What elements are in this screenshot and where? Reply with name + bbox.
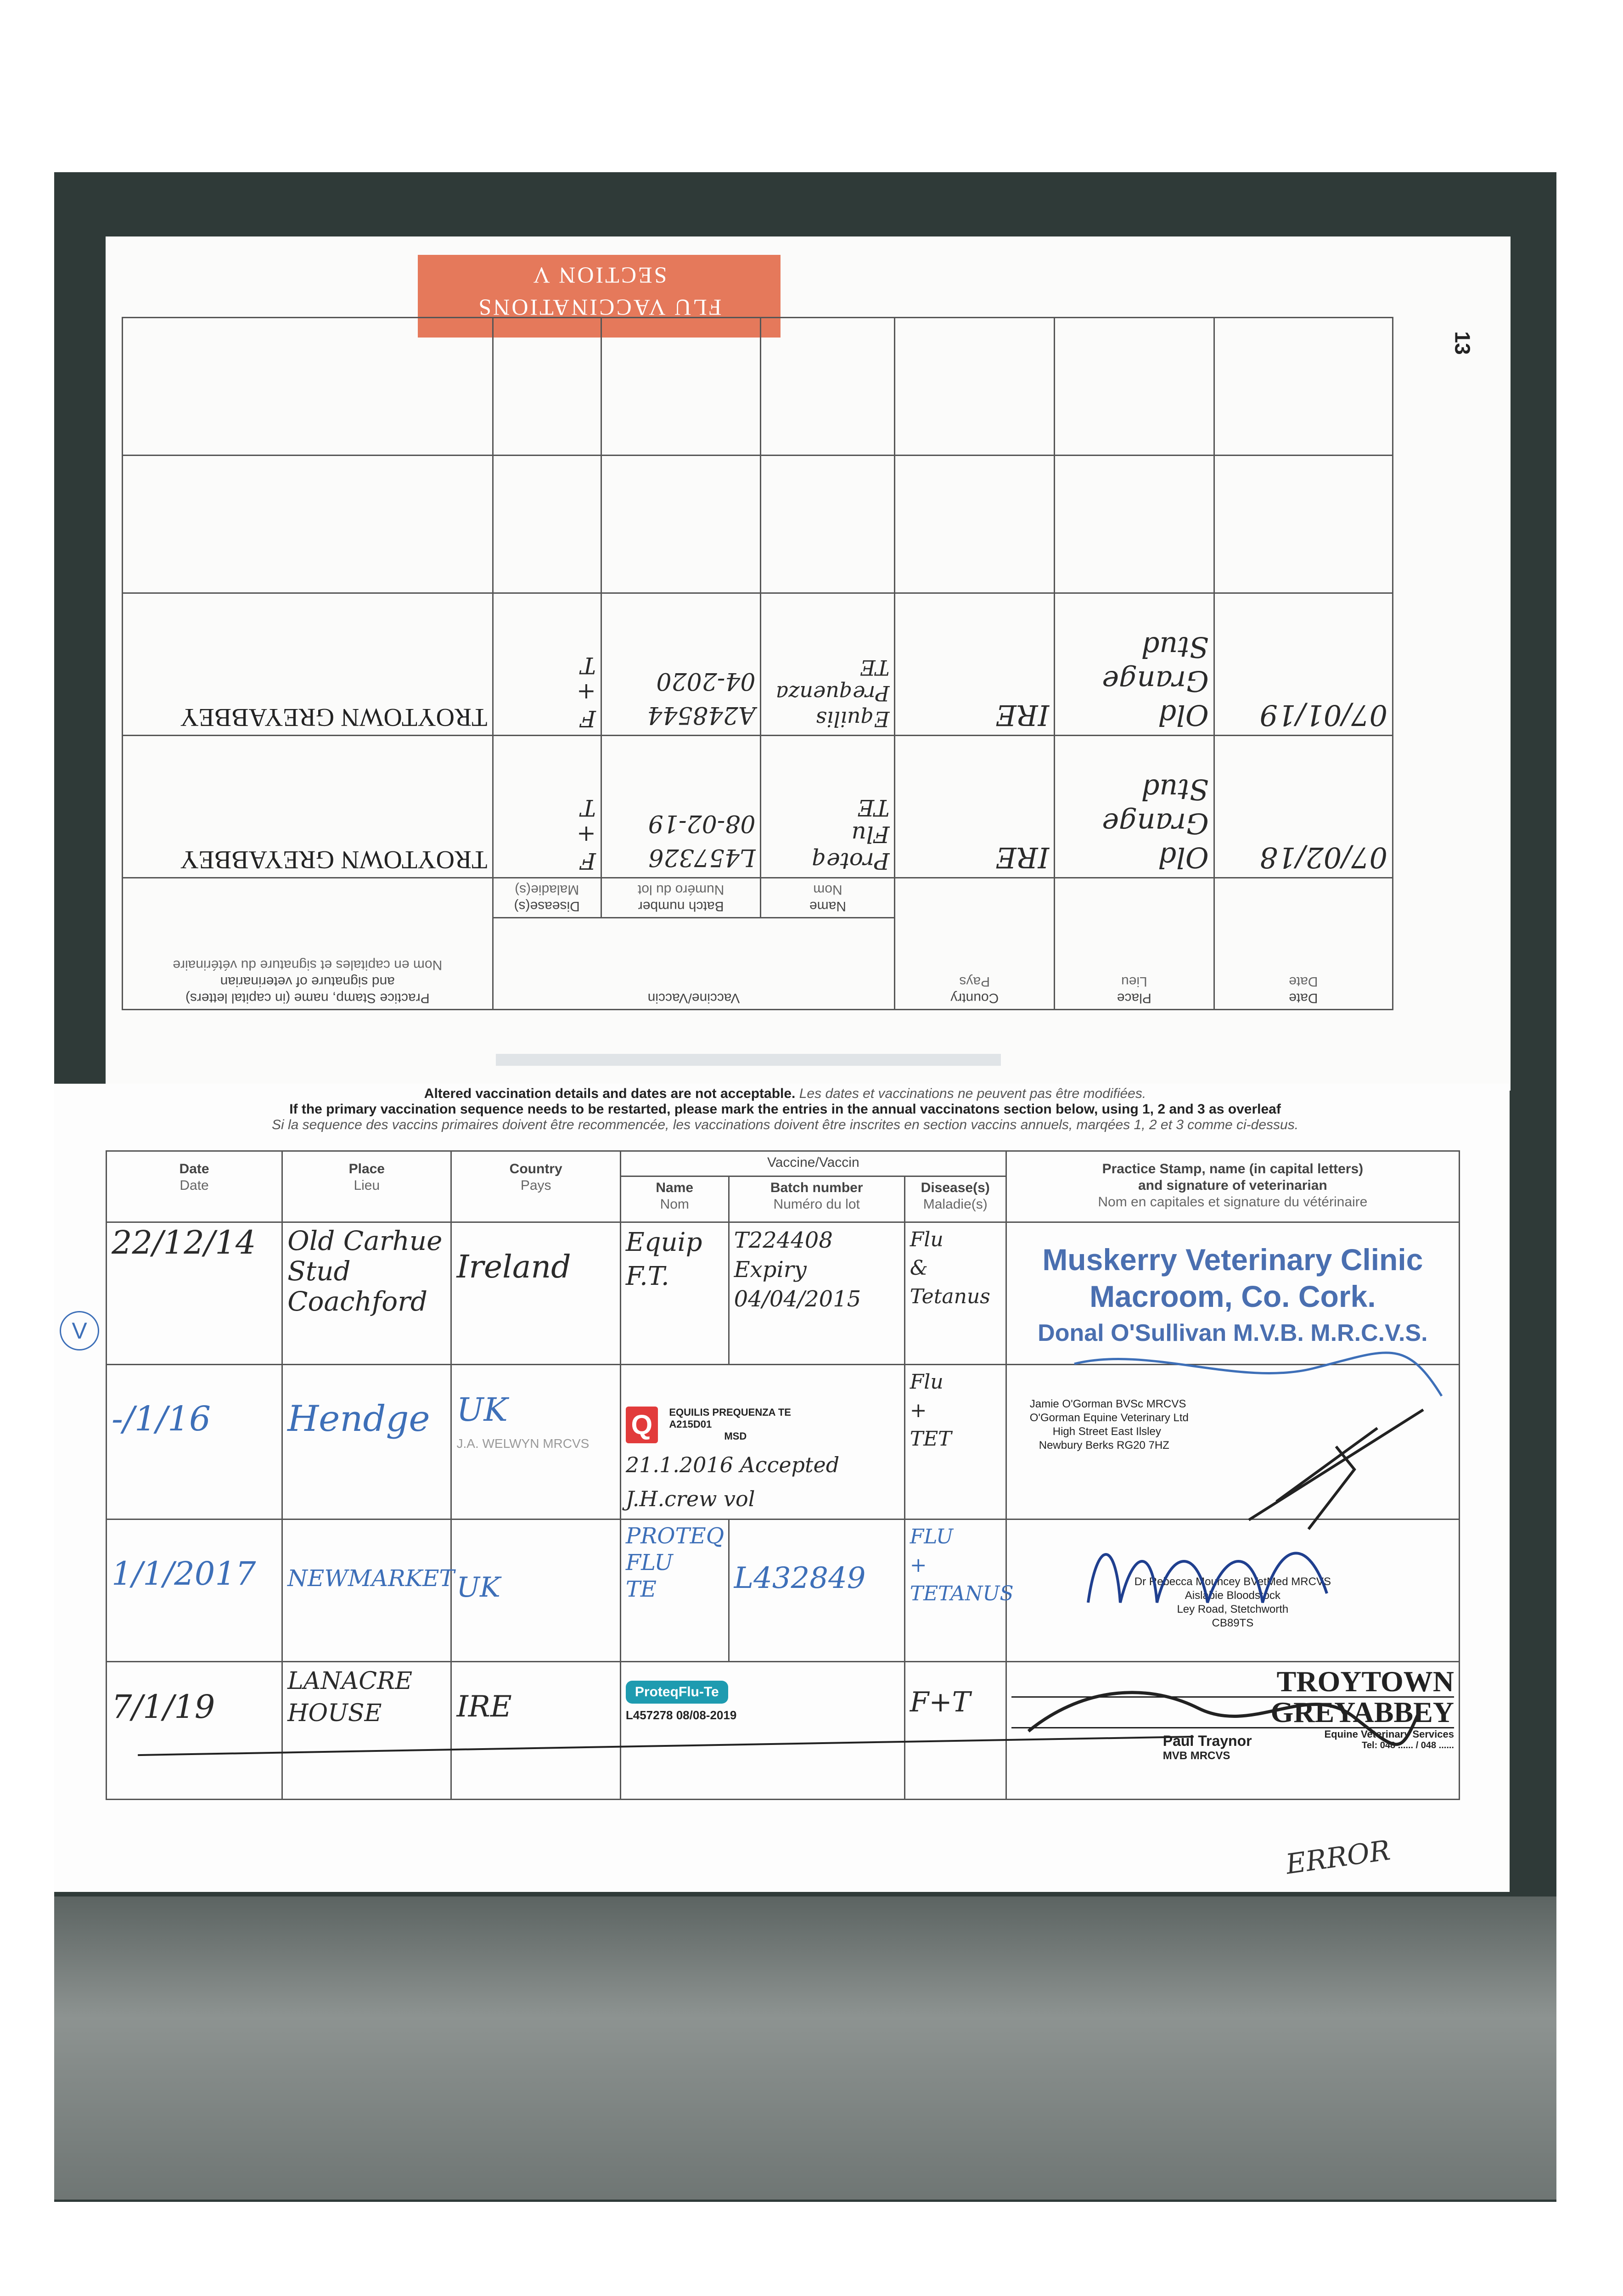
- flu-vaccination-table-upper: [122, 354, 1393, 1010]
- header-place-fr: Lieu: [1121, 974, 1147, 989]
- stamp-postcode: Newbury Berks RG20 7HZ: [1039, 1439, 1169, 1452]
- header-name: Name: [809, 899, 846, 914]
- signature-scribble-troytown: [1024, 1662, 1428, 1763]
- header-place-fr: Lieu: [354, 1178, 380, 1193]
- cell-stamp: TROYTOWN GREYABBEY: [180, 845, 488, 874]
- header-country: Country: [509, 1161, 562, 1176]
- header-date: Date: [1289, 990, 1318, 1006]
- cell-disease-3: TETANUS: [910, 1582, 1014, 1605]
- stamp-vet-name: Jamie O'Gorman BVSc MRCVS: [1029, 1398, 1186, 1410]
- page-number: 13: [1450, 331, 1475, 355]
- stamp-clinic-location: Macroom, Co. Cork.: [1089, 1279, 1376, 1313]
- cell-batch: T224408: [734, 1227, 833, 1253]
- cell-country: UK: [456, 1391, 508, 1429]
- cell-date: -/1/16: [107, 1365, 282, 1519]
- cell-disease-3: T: [580, 794, 596, 821]
- header-stamp: Practice Stamp, name (in capital letters): [185, 990, 430, 1006]
- cell-vaccine-name-2: Prequenza: [775, 681, 890, 706]
- stamp-vet-name: Donal O'Sullivan M.V.B. M.R.C.V.S.: [1038, 1320, 1428, 1346]
- cell-place-2: Stud: [1141, 630, 1209, 664]
- cell-date: 07/01/19: [1214, 593, 1393, 736]
- cell-disease: F: [580, 705, 596, 732]
- scanner-bottom-edge: [54, 1896, 1556, 2200]
- cell-date: 07/02/18: [1214, 736, 1393, 878]
- cell-batch-3: 04/04/2015: [734, 1286, 861, 1312]
- header-stamp-fr: Nom en capitales et signature du vétérinaire: [1098, 1194, 1368, 1210]
- vaccine-label-batch: L457278 08/08-2019: [625, 1708, 737, 1722]
- vaccine-label-batch: A215D01: [669, 1418, 712, 1430]
- cell-stamp: TROYTOWN GREYABBEY: [180, 703, 488, 732]
- cell-place-2: HOUSE: [287, 1699, 382, 1727]
- stamp-postcode: CB89TS: [1212, 1617, 1254, 1629]
- cell-disease-3: T: [580, 652, 596, 679]
- header-date: Date: [179, 1161, 209, 1176]
- header-stamp-2: and signature of veterinarian: [1138, 1178, 1327, 1193]
- cell-disease-3: TET: [910, 1427, 952, 1451]
- notice-line-1: Altered vaccination details and dates are not acceptable.: [424, 1086, 796, 1101]
- cell-place: Hendge: [282, 1365, 451, 1519]
- cell-vaccine-name-2: F.T.: [625, 1261, 669, 1291]
- cell-disease: F: [580, 848, 596, 874]
- notice-line-3: Si la sequence des vaccins primaires doivent être recommencée, les vaccinations doivent être inscrites en section vaccins annuels, marqées 1, 2 et 3 comme ci-dessus.: [271, 1117, 1299, 1132]
- header-disease-fr: Maladie(s): [923, 1197, 988, 1212]
- header-place: Place: [348, 1161, 385, 1176]
- cell-vaccine-name: PROTEQ: [625, 1523, 724, 1549]
- cell-disease: F+T: [904, 1662, 1006, 1800]
- stamp-phone: Tel: 048 ...... / 048 ......: [1362, 1740, 1454, 1750]
- overwrite-note: 21.1.2016 Accepted J.H.crew vol: [625, 1452, 840, 1511]
- table-header-row: [107, 1151, 1460, 1176]
- header-country-fr: Pays: [959, 974, 990, 989]
- header-date-fr: Date: [1289, 974, 1318, 989]
- cell-place: NEWMARKET: [282, 1519, 451, 1662]
- header-name: Name: [656, 1180, 694, 1195]
- header-country-fr: Pays: [520, 1178, 551, 1193]
- header-batch-fr: Numéro du lot: [773, 1197, 860, 1212]
- cell-date: 1/1/2017: [107, 1519, 282, 1662]
- stamp-vet-name: Paul Traynor: [1162, 1733, 1252, 1749]
- table-row-empty: [123, 456, 1393, 593]
- header-name-fr: Nom: [813, 882, 842, 897]
- faded-stamp-text: J.A. WELWYN MRCVS: [456, 1436, 590, 1451]
- header-vaccine: Vaccine/Vaccin: [647, 990, 740, 1006]
- header-batch: Batch number: [770, 1180, 863, 1195]
- section-banner-title: FLU VACCINATIONS: [477, 295, 722, 321]
- cell-place-2: Stud: [1141, 773, 1209, 806]
- cell-place-3: Coachford: [287, 1286, 428, 1317]
- cell-disease: Flu: [910, 1370, 943, 1394]
- cell-country: IRE: [451, 1662, 620, 1800]
- signature-scribble-jamie: [1240, 1401, 1432, 1538]
- vaccine-label-name: EQUILIS PREQUENZA TE: [669, 1407, 791, 1418]
- cell-country: Ireland: [451, 1222, 620, 1365]
- stamp-practice: Aislabie Bloodstock: [1185, 1589, 1280, 1602]
- cell-country: UK: [451, 1519, 620, 1662]
- header-country: Country: [950, 990, 999, 1006]
- cell-vaccine-name-2: FLU: [625, 1550, 673, 1576]
- table-row-empty: [123, 318, 1393, 456]
- cell-country: IRE: [895, 593, 1055, 736]
- cell-country: IRE: [895, 736, 1055, 878]
- signature-scribble-rebecca: [1079, 1520, 1336, 1612]
- stamp-address: High Street East Ilsley: [1052, 1425, 1161, 1438]
- header-disease-fr: Maladie(s): [515, 882, 579, 897]
- cell-vaccine-name-3: TE: [860, 655, 890, 680]
- cell-disease-2: +: [576, 679, 596, 705]
- cell-disease-2: +: [576, 821, 596, 848]
- table-row: [123, 593, 1393, 736]
- stamp-services: Equine Veterinary Services: [1324, 1728, 1454, 1740]
- vaccine-label-brand: MSD: [724, 1430, 747, 1442]
- table-header-row: [123, 918, 1393, 1010]
- stamp-vet-quals: MVB MRCVS: [1162, 1750, 1230, 1762]
- error-note: ERROR: [1284, 1834, 1393, 1881]
- cell-disease-2: &: [910, 1256, 928, 1280]
- cell-disease: Flu: [910, 1228, 943, 1251]
- q-logo-icon: Q: [626, 1407, 658, 1443]
- header-name-fr: Nom: [660, 1197, 689, 1212]
- header-batch: Batch number: [638, 899, 724, 914]
- cell-date: 22/12/14: [107, 1222, 282, 1365]
- cell-disease: FLU: [910, 1525, 954, 1548]
- header-place: Place: [1117, 990, 1151, 1006]
- cell-batch-2: Expiry: [734, 1257, 807, 1283]
- table-row: [123, 736, 1393, 878]
- circled-v-mark: V: [60, 1311, 99, 1351]
- cell-place: Old Grange: [1102, 664, 1209, 732]
- cell-disease-2: +: [910, 1399, 927, 1422]
- cell-vaccine-name: Equip: [625, 1227, 702, 1257]
- header-stamp: Practice Stamp, name (in capital letters): [1102, 1161, 1364, 1176]
- cell-date: 7/1/19: [107, 1662, 282, 1800]
- cell-batch: L432849: [729, 1519, 904, 1662]
- header-disease: Disease(s): [921, 1180, 990, 1195]
- header-date-fr: Date: [180, 1178, 209, 1193]
- cell-place: Old Carhue: [287, 1225, 443, 1256]
- stamp-practice: O'Gorman Equine Veterinary Ltd: [1029, 1412, 1189, 1424]
- cell-disease-3: Tetanus: [910, 1285, 990, 1308]
- stamp-clinic-location: GREYABBEY: [1011, 1696, 1454, 1728]
- header-vaccine: Vaccine/Vaccin: [767, 1155, 859, 1170]
- cell-disease-2: +: [910, 1553, 927, 1577]
- cell-batch: A248544: [647, 701, 756, 729]
- vaccine-label-name: ProteqFlu-Te: [626, 1681, 728, 1704]
- stamp-vet-name: Dr Rebecca Mouncey BVetMed MRCVS: [1134, 1576, 1331, 1588]
- section-banner-subtitle: SECTION V: [531, 263, 667, 288]
- stamp-clinic-name: Muskerry Veterinary Clinic: [1042, 1243, 1423, 1277]
- cell-vaccine-name-3: TE: [857, 794, 890, 821]
- stamp-address: Ley Road, Stetchworth: [1177, 1603, 1289, 1615]
- cell-batch-2: 04-2020: [656, 667, 756, 695]
- cell-place: Old Grange: [1102, 807, 1209, 874]
- header-batch-fr: Numéro du lot: [637, 882, 724, 897]
- header-disease: Disease(s): [514, 899, 580, 914]
- cell-batch-2: 08-02-19: [648, 810, 756, 837]
- cell-batch: L457326: [648, 844, 756, 871]
- header-stamp-fr: Nom en capitales et signature du vétérinaire: [173, 957, 443, 973]
- cell-vaccine-name: Equilis: [816, 707, 890, 732]
- cell-place-2: Stud: [287, 1255, 351, 1287]
- cell-place: LANACRE: [287, 1667, 413, 1695]
- faded-text-bar: [496, 1054, 1001, 1066]
- cell-vaccine-name-2: Flu: [851, 821, 890, 848]
- notice-line-1-fr: Les dates et vaccinations ne peuvent pas être modifiées.: [799, 1086, 1146, 1101]
- notice: [106, 1086, 1465, 1133]
- header-stamp-2: and signature of veterinarian: [220, 974, 395, 989]
- cell-vaccine-name: Proteq: [812, 848, 890, 874]
- cell-vaccine-name-3: TE: [625, 1576, 657, 1602]
- notice-line-2: If the primary vaccination sequence needs to be restarted, please mark the entries in the annual vaccinatons section below, using 1, 2 and 3 as overleaf: [289, 1102, 1281, 1117]
- stamp-clinic-name: TROYTOWN: [1276, 1665, 1454, 1698]
